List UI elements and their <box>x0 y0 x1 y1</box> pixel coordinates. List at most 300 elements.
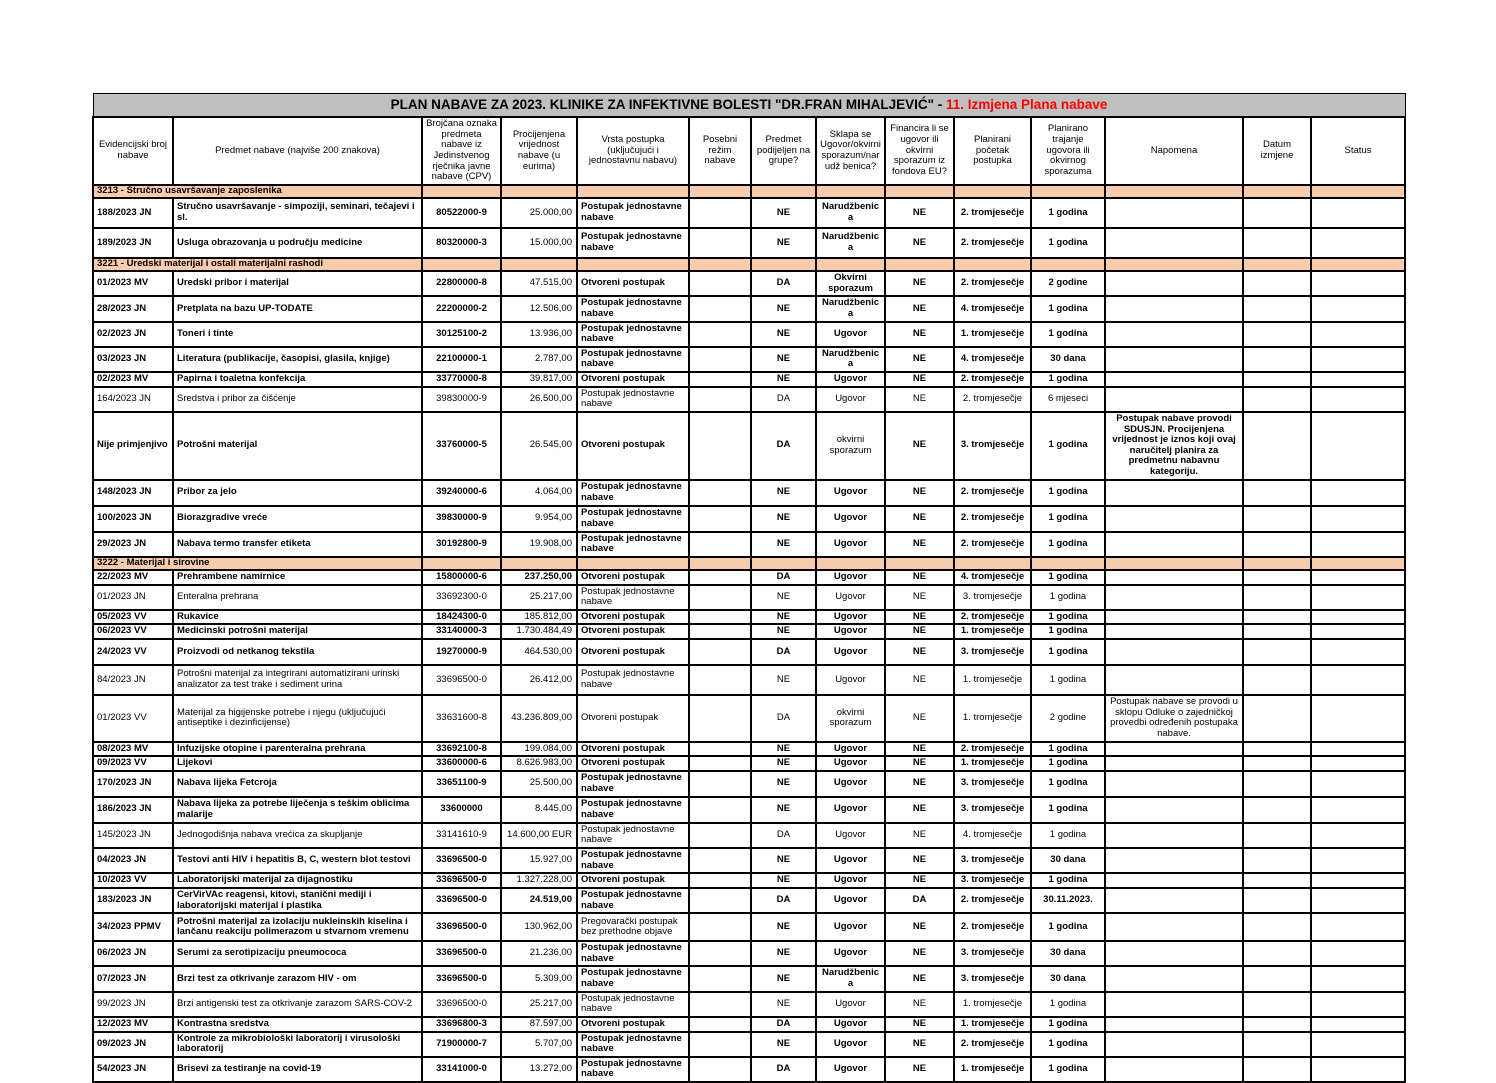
cell-rezim <box>689 695 751 742</box>
cell-id: 02/2023 JN <box>93 322 173 347</box>
cell-vrijednost: 14.600,00 EUR <box>501 823 577 848</box>
cell-sklapa: Ugovor <box>816 771 885 797</box>
cell-cpv: 33140000-3 <box>422 624 501 639</box>
cell-trajanje: 1 godina <box>1031 610 1105 625</box>
cell-trajanje: 1 godina <box>1031 742 1105 757</box>
cell-predmet: Biorazgradive vreće <box>173 506 422 532</box>
cell-predmet: Stručno usavršavanje - simpoziji, seminari, tečajevi i sl. <box>173 198 422 228</box>
col-planirano-trajanje: Planirano trajanje ugovora ili okvirnog sporazuma <box>1031 117 1105 185</box>
cell-grupe: DA <box>751 412 816 480</box>
cell-sklapa: Ugovor <box>816 322 885 347</box>
cell-eu: NE <box>885 742 954 757</box>
cell-vrijednost: 19.908,00 <box>501 532 577 557</box>
col-vrsta-postupka: Vrsta postupka (uključujući i jednostavnu nabavu) <box>577 117 689 185</box>
cell-eu: NE <box>885 639 954 665</box>
title-main: PLAN NABAVE ZA 2023. KLINIKE ZA INFEKTIVNE BOLESTI "DR.FRAN MIHALJEVIĆ" - <box>390 97 947 113</box>
cell-predmet: Sredstva i pribor za čišćenje <box>173 387 422 412</box>
section-cell <box>816 258 885 271</box>
cell-eu: NE <box>885 771 954 797</box>
section-cell <box>816 557 885 570</box>
cell-rezim <box>689 198 751 228</box>
cell-eu: NE <box>885 665 954 695</box>
cell-sklapa: Ugovor <box>816 665 885 695</box>
cell-cpv: 39240000-6 <box>422 480 501 506</box>
cell-vrsta: Otvoreni postupak <box>577 695 689 742</box>
cell-rezim <box>689 387 751 412</box>
cell-datum <box>1243 848 1311 873</box>
cell-vrijednost: 13.272,00 <box>501 1057 577 1082</box>
cell-cpv: 33651100-9 <box>422 771 501 797</box>
cell-rezim <box>689 966 751 991</box>
section-cell <box>422 185 501 198</box>
cell-pocetak: 2. tromjesečje <box>954 271 1031 296</box>
cell-predmet: Pribor za jelo <box>173 480 422 506</box>
col-cpv: Brojčana oznaka predmeta nabave iz Jedinstvenog rječnika javne nabave (CPV) <box>422 117 501 185</box>
cell-vrijednost: 43.236.809,00 <box>501 695 577 742</box>
cell-pocetak: 3. tromjesečje <box>954 412 1031 480</box>
cell-id: 09/2023 JN <box>93 1032 173 1057</box>
cell-rezim <box>689 610 751 625</box>
cell-cpv: 33631600-8 <box>422 695 501 742</box>
cell-eu: NE <box>885 532 954 557</box>
cell-cpv: 80522000-9 <box>422 198 501 228</box>
cell-eu: NE <box>885 848 954 873</box>
cell-napomena <box>1105 480 1243 506</box>
cell-sklapa: Narudžbenica <box>816 347 885 372</box>
section-label: 3213 - Stručno usavršavanje zaposlenika <box>93 185 422 198</box>
cell-trajanje: 30 dana <box>1031 848 1105 873</box>
cell-cpv: 22200000-2 <box>422 296 501 321</box>
cell-vrsta: Postupak jednostavne nabave <box>577 506 689 532</box>
cell-vrsta: Otvoreni postupak <box>577 873 689 888</box>
cell-vrijednost: 21.236,00 <box>501 941 577 966</box>
cell-id: 12/2023 MV <box>93 1017 173 1032</box>
cell-trajanje: 1 godina <box>1031 532 1105 557</box>
table-row <box>93 756 1405 771</box>
cell-grupe: NE <box>751 797 816 823</box>
cell-pocetak: 1. tromjesečje <box>954 695 1031 742</box>
section-cell <box>1105 185 1243 198</box>
col-predmet-grupe: Predmet podijeljen na grupe? <box>751 117 816 185</box>
cell-status <box>1311 771 1405 797</box>
cell-napomena <box>1105 1017 1243 1032</box>
section-cell <box>1311 258 1405 271</box>
cell-datum <box>1243 966 1311 991</box>
cell-datum <box>1243 823 1311 848</box>
cell-status <box>1311 480 1405 506</box>
section-cell <box>577 185 689 198</box>
cell-vrsta: Otvoreni postupak <box>577 412 689 480</box>
cell-predmet: Laboratorijski materijal za dijagnostiku <box>173 873 422 888</box>
cell-sklapa: Ugovor <box>816 1032 885 1057</box>
cell-napomena <box>1105 771 1243 797</box>
cell-grupe: DA <box>751 823 816 848</box>
cell-id: 01/2023 MV <box>93 271 173 296</box>
cell-rezim <box>689 506 751 532</box>
table-row <box>93 412 1405 480</box>
cell-id: 24/2023 VV <box>93 639 173 665</box>
cell-trajanje: 1 godina <box>1031 771 1105 797</box>
cell-trajanje: 1 godina <box>1031 506 1105 532</box>
col-predmet-nabave: Predmet nabave (najviše 200 znakova) <box>173 117 422 185</box>
cell-datum <box>1243 271 1311 296</box>
cell-id: 01/2023 VV <box>93 695 173 742</box>
cell-trajanje: 1 godina <box>1031 372 1105 387</box>
section-cell <box>816 185 885 198</box>
cell-grupe: DA <box>751 888 816 913</box>
cell-id: 188/2023 JN <box>93 198 173 228</box>
cell-predmet: Brzi antigenski test za otkrivanje zarazom SARS-COV-2 <box>173 992 422 1017</box>
cell-status <box>1311 966 1405 991</box>
cell-datum <box>1243 888 1311 913</box>
cell-pocetak: 3. tromjesečje <box>954 873 1031 888</box>
col-datum-izmjene: Datum izmjene <box>1243 117 1311 185</box>
cell-trajanje: 1 godina <box>1031 797 1105 823</box>
cell-trajanje: 30 dana <box>1031 941 1105 966</box>
table-body <box>93 185 1405 1082</box>
cell-vrsta: Postupak jednostavne nabave <box>577 228 689 258</box>
cell-grupe: NE <box>751 913 816 941</box>
cell-vrsta: Postupak jednostavne nabave <box>577 888 689 913</box>
cell-predmet: Brisevi za testiranje na covid-19 <box>173 1057 422 1082</box>
cell-pocetak: 3. tromjesečje <box>954 797 1031 823</box>
cell-id: 09/2023 VV <box>93 756 173 771</box>
cell-eu: NE <box>885 347 954 372</box>
cell-napomena: Postupak nabave provodi SDUSJN. Procijenjena vrijednost je iznos koji ovaj naručitelj planira za predmetnu nabavnu kategoriju. <box>1105 412 1243 480</box>
cell-eu: NE <box>885 873 954 888</box>
cell-predmet: Uredski pribor i materijal <box>173 271 422 296</box>
cell-rezim <box>689 771 751 797</box>
cell-cpv: 22100000-1 <box>422 347 501 372</box>
section-cell <box>1105 258 1243 271</box>
cell-trajanje: 1 godina <box>1031 296 1105 321</box>
cell-rezim <box>689 532 751 557</box>
cell-rezim <box>689 480 751 506</box>
cell-grupe: NE <box>751 624 816 639</box>
cell-status <box>1311 695 1405 742</box>
cell-rezim <box>689 913 751 941</box>
cell-id: 01/2023 JN <box>93 585 173 610</box>
table-row <box>93 771 1405 797</box>
cell-vrsta: Postupak jednostavne nabave <box>577 532 689 557</box>
cell-pocetak: 4. tromjesečje <box>954 296 1031 321</box>
col-status: Status <box>1311 117 1405 185</box>
cell-napomena <box>1105 624 1243 639</box>
cell-rezim <box>689 888 751 913</box>
cell-datum <box>1243 665 1311 695</box>
cell-eu: NE <box>885 1017 954 1032</box>
cell-id: Nije primjenjivo <box>93 412 173 480</box>
section-cell <box>751 258 816 271</box>
cell-trajanje: 1 godina <box>1031 1017 1105 1032</box>
cell-rezim <box>689 941 751 966</box>
col-planirani-pocetak: Planirani početak postupka <box>954 117 1031 185</box>
cell-grupe: NE <box>751 372 816 387</box>
cell-rezim <box>689 992 751 1017</box>
cell-cpv: 18424300-0 <box>422 610 501 625</box>
section-cell <box>577 557 689 570</box>
cell-grupe: NE <box>751 665 816 695</box>
cell-pocetak: 1. tromjesečje <box>954 756 1031 771</box>
cell-eu: NE <box>885 228 954 258</box>
cell-datum <box>1243 387 1311 412</box>
table-row <box>93 665 1405 695</box>
cell-datum <box>1243 873 1311 888</box>
cell-vrijednost: 9.954,00 <box>501 506 577 532</box>
cell-eu: NE <box>885 585 954 610</box>
cell-grupe: DA <box>751 695 816 742</box>
cell-sklapa: Ugovor <box>816 742 885 757</box>
cell-datum <box>1243 992 1311 1017</box>
cell-vrijednost: 4.064,00 <box>501 480 577 506</box>
cell-id: 34/2023 PPMV <box>93 913 173 941</box>
cell-eu: NE <box>885 966 954 991</box>
cell-grupe: DA <box>751 639 816 665</box>
cell-id: 100/2023 JN <box>93 506 173 532</box>
table-row <box>93 1032 1405 1057</box>
cell-rezim <box>689 639 751 665</box>
cell-eu: NE <box>885 941 954 966</box>
cell-trajanje: 1 godina <box>1031 992 1105 1017</box>
cell-sklapa: Okvirni sporazum <box>816 271 885 296</box>
cell-status <box>1311 296 1405 321</box>
cell-vrijednost: 185.812,00 <box>501 610 577 625</box>
cell-vrijednost: 13.936,00 <box>501 322 577 347</box>
cell-predmet: Pretplata na bazu UP-TODATE <box>173 296 422 321</box>
cell-datum <box>1243 347 1311 372</box>
cell-napomena <box>1105 742 1243 757</box>
cell-predmet: Kontrastna sredstva <box>173 1017 422 1032</box>
cell-vrijednost: 12.506,00 <box>501 296 577 321</box>
cell-cpv: 19270000-9 <box>422 639 501 665</box>
cell-datum <box>1243 771 1311 797</box>
cell-predmet: Prehrambene namirnice <box>173 570 422 585</box>
cell-eu: NE <box>885 387 954 412</box>
cell-vrsta: Otvoreni postupak <box>577 742 689 757</box>
cell-rezim <box>689 823 751 848</box>
cell-napomena <box>1105 873 1243 888</box>
cell-status <box>1311 848 1405 873</box>
cell-trajanje: 1 godina <box>1031 624 1105 639</box>
cell-cpv: 22800000-8 <box>422 271 501 296</box>
title-row <box>93 94 1405 118</box>
table-row <box>93 506 1405 532</box>
cell-sklapa: Narudžbenica <box>816 198 885 228</box>
header-row <box>93 117 1405 185</box>
table-row <box>93 742 1405 757</box>
cell-pocetak: 2. tromjesečje <box>954 480 1031 506</box>
cell-vrsta: Postupak jednostavne nabave <box>577 198 689 228</box>
cell-vrijednost: 25.000,00 <box>501 198 577 228</box>
cell-datum <box>1243 480 1311 506</box>
table-row <box>93 1017 1405 1032</box>
cell-sklapa: Ugovor <box>816 480 885 506</box>
cell-status <box>1311 585 1405 610</box>
cell-pocetak: 3. tromjesečje <box>954 848 1031 873</box>
cell-pocetak: 2. tromjesečje <box>954 532 1031 557</box>
cell-id: 10/2023 VV <box>93 873 173 888</box>
cell-vrijednost: 464.530,00 <box>501 639 577 665</box>
cell-predmet: Rukavice <box>173 610 422 625</box>
cell-rezim <box>689 271 751 296</box>
cell-sklapa: Narudžbenica <box>816 966 885 991</box>
table-row <box>93 198 1405 228</box>
cell-napomena <box>1105 570 1243 585</box>
cell-predmet: Toneri i tinte <box>173 322 422 347</box>
cell-napomena <box>1105 797 1243 823</box>
section-cell <box>885 185 954 198</box>
cell-sklapa: Ugovor <box>816 372 885 387</box>
table-row <box>93 639 1405 665</box>
cell-cpv: 39830000-9 <box>422 506 501 532</box>
cell-napomena <box>1105 1032 1243 1057</box>
cell-datum <box>1243 228 1311 258</box>
col-napomena: Napomena <box>1105 117 1243 185</box>
cell-cpv: 30125100-2 <box>422 322 501 347</box>
cell-cpv: 33696500-0 <box>422 941 501 966</box>
cell-napomena <box>1105 848 1243 873</box>
cell-pocetak: 2. tromjesečje <box>954 742 1031 757</box>
cell-sklapa: Narudžbenica <box>816 296 885 321</box>
cell-pocetak: 1. tromjesečje <box>954 992 1031 1017</box>
cell-datum <box>1243 610 1311 625</box>
table-row <box>93 888 1405 913</box>
cell-grupe: NE <box>751 296 816 321</box>
section-cell <box>501 557 577 570</box>
cell-predmet: Serumi za serotipizaciju pneumococa <box>173 941 422 966</box>
cell-vrsta: Postupak jednostavne nabave <box>577 941 689 966</box>
cell-vrsta: Otvoreni postupak <box>577 372 689 387</box>
cell-trajanje: 6 mjeseci <box>1031 387 1105 412</box>
table-row <box>93 347 1405 372</box>
table-row <box>93 610 1405 625</box>
section-cell <box>954 185 1031 198</box>
section-cell <box>689 557 751 570</box>
cell-vrsta: Postupak jednostavne nabave <box>577 848 689 873</box>
cell-status <box>1311 742 1405 757</box>
cell-sklapa: Ugovor <box>816 848 885 873</box>
cell-id: 145/2023 JN <box>93 823 173 848</box>
cell-datum <box>1243 742 1311 757</box>
table-row <box>93 823 1405 848</box>
cell-napomena <box>1105 228 1243 258</box>
cell-trajanje: 1 godina <box>1031 228 1105 258</box>
cell-sklapa: Ugovor <box>816 941 885 966</box>
cell-pocetak: 2. tromjesečje <box>954 506 1031 532</box>
cell-eu: NE <box>885 1057 954 1082</box>
cell-grupe: NE <box>751 198 816 228</box>
cell-pocetak: 3. tromjesečje <box>954 771 1031 797</box>
cell-vrijednost: 25.217,00 <box>501 585 577 610</box>
cell-eu: NE <box>885 624 954 639</box>
cell-eu: NE <box>885 695 954 742</box>
cell-id: 22/2023 MV <box>93 570 173 585</box>
cell-pocetak: 2. tromjesečje <box>954 387 1031 412</box>
cell-pocetak: 1. tromjesečje <box>954 624 1031 639</box>
cell-predmet: Brzi test za otkrivanje zarazom HIV - om <box>173 966 422 991</box>
cell-datum <box>1243 1057 1311 1082</box>
cell-vrijednost: 26.545,00 <box>501 412 577 480</box>
cell-vrijednost: 25.217,00 <box>501 992 577 1017</box>
cell-napomena: Postupak nabave se provodi u sklopu Odluke o zajedničkoj provedbi određenih postupaka nabave. <box>1105 695 1243 742</box>
cell-grupe: NE <box>751 228 816 258</box>
cell-pocetak: 2. tromjesečje <box>954 198 1031 228</box>
section-cell <box>885 258 954 271</box>
cell-sklapa: Ugovor <box>816 624 885 639</box>
document-title <box>93 94 1405 118</box>
cell-cpv: 33692100-8 <box>422 742 501 757</box>
cell-trajanje: 1 godina <box>1031 1057 1105 1082</box>
section-cell <box>1031 185 1105 198</box>
cell-grupe: NE <box>751 506 816 532</box>
cell-sklapa: Ugovor <box>816 873 885 888</box>
cell-datum <box>1243 624 1311 639</box>
cell-cpv: 33760000-5 <box>422 412 501 480</box>
cell-cpv: 33696500-0 <box>422 848 501 873</box>
cell-sklapa: Ugovor <box>816 570 885 585</box>
cell-vrijednost: 25.500,00 <box>501 771 577 797</box>
cell-sklapa: Ugovor <box>816 387 885 412</box>
cell-grupe: NE <box>751 532 816 557</box>
cell-sklapa: okvirni sporazum <box>816 412 885 480</box>
cell-vrijednost: 1.730.484,49 <box>501 624 577 639</box>
cell-sklapa: Ugovor <box>816 913 885 941</box>
cell-predmet: Potrošni materijal <box>173 412 422 480</box>
cell-datum <box>1243 412 1311 480</box>
cell-napomena <box>1105 888 1243 913</box>
cell-sklapa: Ugovor <box>816 1017 885 1032</box>
cell-id: 99/2023 JN <box>93 992 173 1017</box>
section-cell <box>1243 185 1311 198</box>
cell-predmet: Potrošni materijal za integrirani automatizirani urinski analizator za test trake i sediment urina <box>173 665 422 695</box>
section-cell <box>501 185 577 198</box>
col-evidencijski-broj: Evidencijski broj nabave <box>93 117 173 185</box>
cell-vrsta: Pregovarački postupak bez prethodne objave <box>577 913 689 941</box>
section-cell <box>1243 258 1311 271</box>
section-cell <box>577 258 689 271</box>
cell-rezim <box>689 322 751 347</box>
cell-vrsta: Otvoreni postupak <box>577 756 689 771</box>
cell-eu: NE <box>885 797 954 823</box>
section-row <box>93 557 1405 570</box>
cell-pocetak: 4. tromjesečje <box>954 570 1031 585</box>
section-cell <box>689 258 751 271</box>
cell-napomena <box>1105 532 1243 557</box>
cell-vrijednost: 26.412,00 <box>501 665 577 695</box>
section-cell <box>1311 185 1405 198</box>
cell-sklapa: okvirni sporazum <box>816 695 885 742</box>
cell-trajanje: 1 godina <box>1031 198 1105 228</box>
cell-status <box>1311 992 1405 1017</box>
cell-cpv: 33696500-0 <box>422 873 501 888</box>
cell-trajanje: 1 godina <box>1031 585 1105 610</box>
cell-predmet: Infuzijske otopine i parenteralna prehrana <box>173 742 422 757</box>
cell-sklapa: Ugovor <box>816 756 885 771</box>
cell-rezim <box>689 585 751 610</box>
cell-pocetak: 3. tromjesečje <box>954 941 1031 966</box>
cell-status <box>1311 1032 1405 1057</box>
cell-datum <box>1243 296 1311 321</box>
section-label: 3221 - Uredski materijal i ostali materijalni rashodi <box>93 258 422 271</box>
section-cell <box>1031 557 1105 570</box>
cell-predmet: Medicinski potrošni materijal <box>173 624 422 639</box>
table-row <box>93 966 1405 991</box>
cell-grupe: NE <box>751 771 816 797</box>
cell-grupe: NE <box>751 966 816 991</box>
cell-grupe: NE <box>751 585 816 610</box>
cell-eu: NE <box>885 198 954 228</box>
cell-pocetak: 1. tromjesečje <box>954 322 1031 347</box>
